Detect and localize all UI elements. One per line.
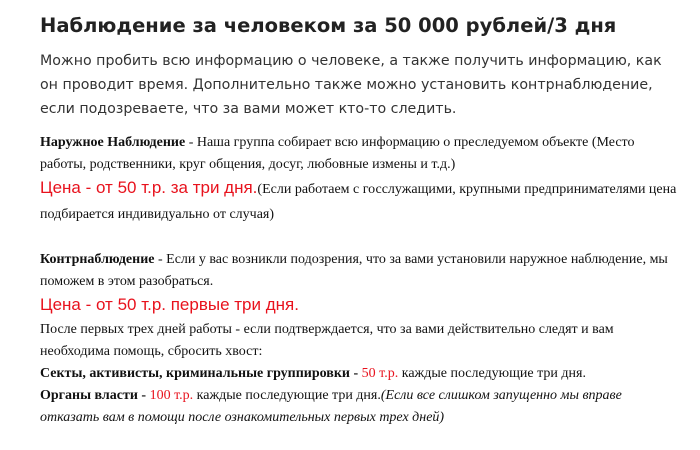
counter-text: Если у вас возникли подозрения, что за вами установили наружное наблюдение, мы поможем в этом разобраться.	[40, 252, 668, 289]
sects-label: Секты, активисты, криминальные группировки	[40, 366, 350, 381]
outdoor-section	[40, 132, 680, 227]
counter-heading: Контрнаблюдение	[40, 252, 155, 267]
outdoor-description	[40, 132, 680, 176]
page-title: Наблюдение за человеком за 50 000 рублей/3 дня	[40, 14, 617, 37]
outdoor-separator: -	[185, 135, 197, 150]
sects-separator: -	[350, 366, 362, 381]
outdoor-heading: Наружное Наблюдение	[40, 135, 186, 150]
sects-price: 50 т.р.	[361, 366, 399, 381]
outdoor-text: Наша группа собирает всю информацию о преследуемом объекте (Место работы, родственники, круг общения, досуг, любовные измены и т.д.)	[40, 135, 635, 172]
gov-note: (Если все слишком запущенно мы вправе отказать вам в помощи после ознакомительных первых трех дней)	[40, 388, 622, 425]
counter-section	[40, 249, 680, 429]
outdoor-price-line	[40, 176, 680, 227]
gov-price: 100 т.р.	[149, 388, 194, 403]
gov-line	[40, 385, 680, 429]
counter-after-text: После первых трех дней работы - если подтверждается, что за вами действительно следят и вам необходима помощь, сбросить хвост:	[40, 322, 614, 359]
sects-rest: каждые последующие три дня.	[398, 366, 586, 381]
sects-line	[40, 363, 680, 385]
section-spacer	[40, 227, 680, 249]
outdoor-price-note: (Если работаем с госслужащими, крупными предпринимателями цена подбирается индивидуально от случая)	[40, 182, 677, 222]
intro-paragraph: Можно пробить всю информацию о человеке, а также получить информацию, как он проводит время. Дополнительно также можно установить контрнаблюдение, если подозреваете, что за вами может кто-то следить.	[40, 53, 662, 117]
gov-label: Органы власти	[40, 388, 138, 403]
counter-separator: -	[154, 252, 167, 267]
counter-price: Цена - от 50 т.р. первые три дня.	[40, 295, 299, 314]
gov-separator: -	[137, 388, 150, 403]
counter-price-line	[40, 293, 680, 319]
counter-description	[40, 249, 680, 293]
outdoor-price: Цена - от 50 т.р. за три дня.	[40, 178, 258, 197]
gov-rest: каждые последующие три дня.	[193, 388, 381, 403]
